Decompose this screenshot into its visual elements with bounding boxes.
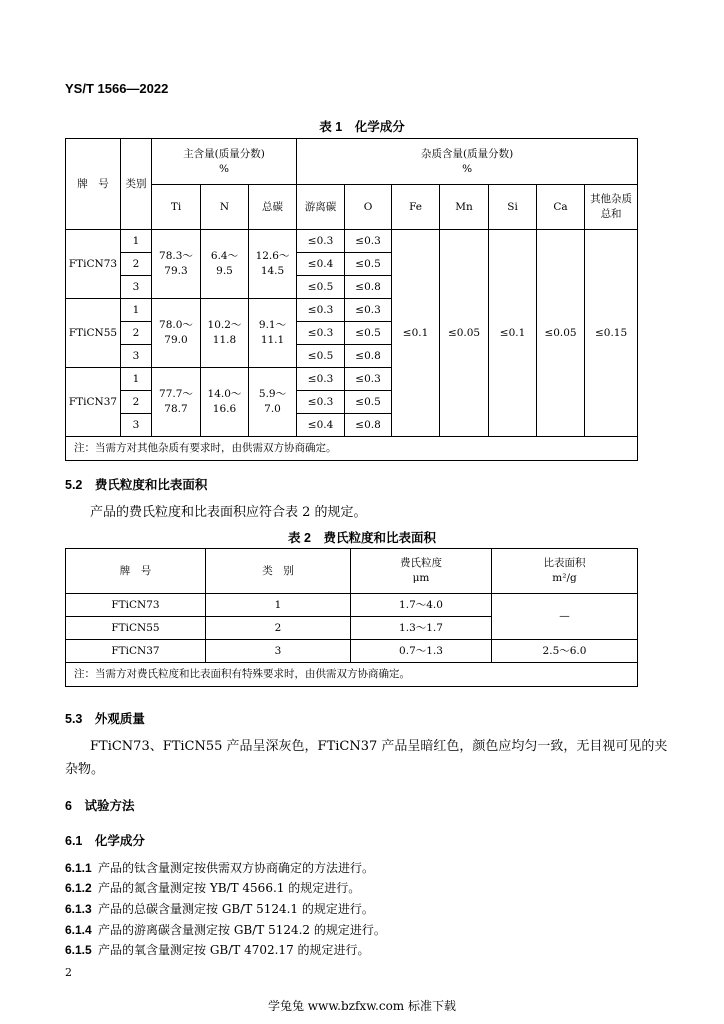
particle-size-unit: μm [412, 572, 430, 584]
other-impurities-line1: 其他杂质 [590, 193, 633, 205]
free-carbon-cell: ≤0.4 [297, 414, 345, 437]
clause-number: 6.1.5 [65, 943, 92, 957]
category-cell: 1 [121, 230, 152, 253]
table1-caption: 表 1 化学成分 [319, 120, 405, 134]
page-number: 2 [65, 966, 72, 979]
free-carbon-cell: ≤0.3 [297, 391, 345, 414]
table2-caption: 表 2 费氏粒度和比表面积 [288, 531, 436, 545]
n-max: 11.8 [212, 334, 237, 346]
standard-code: YS/T 1566—2022 [65, 81, 169, 96]
clause-text: 产品的氧含量测定按 GB/T 4702.17 的规定进行。 [98, 943, 370, 957]
oxygen-cell: ≤0.8 [345, 276, 392, 299]
oxygen-cell: ≤0.8 [345, 345, 392, 368]
col-header-total-carbon: 总碳 [249, 185, 297, 230]
col-header-other-impurities [585, 185, 638, 230]
section-6-heading: 6 试验方法 [65, 799, 135, 813]
oxygen-cell: ≤0.5 [345, 322, 392, 345]
n-max: 9.5 [216, 265, 233, 277]
grade-cell: FTiCN37 [66, 640, 206, 663]
col-header-surface-area [492, 549, 638, 594]
category-cell: 2 [121, 391, 152, 414]
category-cell: 1 [206, 594, 351, 617]
total-carbon-min: 5.9～ [258, 388, 287, 400]
ti-max: 78.7 [164, 403, 188, 415]
si-limit-cell: ≤0.1 [489, 230, 537, 437]
oxygen-cell: ≤0.3 [345, 230, 392, 253]
ti-max: 79.0 [164, 334, 188, 346]
category-cell: 2 [121, 253, 152, 276]
col-header-ti: Ti [152, 185, 201, 230]
clause-number: 6.1.4 [65, 923, 92, 937]
category-cell: 3 [121, 276, 152, 299]
clause-number: 6.1.2 [65, 881, 92, 895]
col-header-n: N [201, 185, 249, 230]
list-item [65, 941, 370, 958]
free-carbon-cell: ≤0.3 [297, 299, 345, 322]
n-max: 16.6 [212, 403, 237, 415]
impurity-content-unit: % [462, 162, 473, 175]
other-impurities-limit-cell: ≤0.15 [585, 230, 638, 437]
total-carbon-max: 11.1 [260, 334, 285, 346]
category-cell: 3 [121, 345, 152, 368]
category-cell: 2 [121, 322, 152, 345]
col-header-particle-size [351, 549, 492, 594]
ti-min: 78.3～ [159, 250, 193, 262]
total-carbon-range-cell [249, 368, 297, 437]
total-carbon-min: 9.1～ [258, 319, 287, 331]
total-carbon-max: 7.0 [264, 403, 281, 415]
n-range-cell [201, 368, 249, 437]
main-content-title: 主含量(质量分数) [183, 147, 265, 160]
surface-area-unit: m²/g [552, 572, 577, 584]
col-header-category: 类 别 [206, 549, 351, 594]
clause-number: 6.1.3 [65, 902, 92, 916]
total-carbon-max: 14.5 [260, 265, 285, 277]
ti-min: 77.7～ [159, 388, 193, 400]
particle-size-cell: 0.7～1.3 [351, 640, 492, 663]
clause-text: 产品的游离碳含量测定按 GB/T 5124.2 的规定进行。 [98, 923, 386, 937]
category-cell: 1 [121, 368, 152, 391]
grade-cell: FTiCN55 [66, 617, 206, 640]
n-min: 6.4～ [210, 250, 239, 262]
ti-min: 78.0～ [159, 319, 193, 331]
particle-size-surface-area-table [65, 548, 638, 687]
n-min: 14.0～ [207, 388, 242, 400]
free-carbon-cell: ≤0.3 [297, 368, 345, 391]
footer-watermark: 学兔兔 www.bzfxw.com 标准下载 [267, 999, 457, 1013]
total-carbon-range-cell [249, 230, 297, 299]
n-range-cell [201, 230, 249, 299]
free-carbon-cell: ≤0.5 [297, 276, 345, 299]
free-carbon-cell: ≤0.3 [297, 230, 345, 253]
col-header-grade: 牌 号 [66, 549, 206, 594]
table2-note: 注：当需方对费氏粒度和比表面积有特殊要求时，由供需双方协商确定。 [66, 663, 638, 687]
grade-cell: FTiCN55 [66, 299, 121, 368]
table-row [66, 230, 638, 253]
other-impurities-line2: 总和 [600, 208, 622, 220]
oxygen-cell: ≤0.5 [345, 253, 392, 276]
ti-max: 79.3 [164, 265, 188, 277]
ca-limit-cell: ≤0.05 [537, 230, 585, 437]
oxygen-cell: ≤0.5 [345, 391, 392, 414]
list-item [65, 859, 374, 876]
col-header-mn: Mn [440, 185, 489, 230]
free-carbon-cell: ≤0.3 [297, 322, 345, 345]
oxygen-cell: ≤0.3 [345, 299, 392, 322]
particle-size-title: 费氏粒度 [400, 557, 442, 569]
ti-range-cell [152, 299, 201, 368]
category-cell: 3 [121, 414, 152, 437]
fe-limit-cell: ≤0.1 [392, 230, 440, 437]
section-5-2-heading: 5.2 费氏粒度和比表面积 [65, 478, 208, 492]
grade-cell: FTiCN73 [66, 594, 206, 617]
impurity-content-title: 杂质含量(质量分数) [420, 147, 514, 160]
particle-size-cell: 1.7～4.0 [351, 594, 492, 617]
table-row [66, 594, 638, 617]
surface-area-cell: — [492, 594, 638, 640]
category-cell: 1 [121, 299, 152, 322]
total-carbon-range-cell [249, 299, 297, 368]
col-header-category: 类别 [121, 139, 152, 230]
section-5-2-text: 产品的费氏粒度和比表面积应符合表 2 的规定。 [90, 505, 367, 520]
oxygen-cell: ≤0.8 [345, 414, 392, 437]
surface-area-cell: 2.5～6.0 [492, 640, 638, 663]
col-header-main-content [152, 139, 297, 185]
table1-note: 注：当需方对其他杂质有要求时，由供需双方协商确定。 [66, 437, 638, 461]
n-min: 10.2～ [207, 319, 242, 331]
clause-text: 产品的总碳含量测定按 GB/T 5124.1 的规定进行。 [98, 902, 374, 916]
list-item [65, 879, 360, 896]
list-item [65, 921, 386, 938]
table-row [66, 640, 638, 663]
chemical-composition-table [65, 138, 638, 461]
col-header-fe: Fe [392, 185, 440, 230]
col-header-grade: 牌 号 [66, 139, 121, 230]
surface-area-title: 比表面积 [543, 557, 586, 569]
free-carbon-cell: ≤0.5 [297, 345, 345, 368]
section-5-3-line1: FTiCN73、FTiCN55 产品呈深灰色，FTiCN37 产品呈暗红色，颜色应均匀一致，无目视可见的夹 [90, 739, 668, 754]
particle-size-cell: 1.3～1.7 [351, 617, 492, 640]
ti-range-cell [152, 368, 201, 437]
grade-cell: FTiCN73 [66, 230, 121, 299]
col-header-o: O [345, 185, 392, 230]
list-item [65, 900, 374, 917]
ti-range-cell [152, 230, 201, 299]
section-5-3-heading: 5.3 外观质量 [65, 712, 145, 726]
col-header-impurity-content [297, 139, 638, 185]
col-header-si: Si [489, 185, 537, 230]
clause-text: 产品的钛含量测定按供需双方协商确定的方法进行。 [98, 861, 375, 875]
oxygen-cell: ≤0.3 [345, 368, 392, 391]
total-carbon-min: 12.6～ [255, 250, 290, 262]
mn-limit-cell: ≤0.05 [440, 230, 489, 437]
clause-number: 6.1.1 [65, 861, 92, 875]
section-6-1-heading: 6.1 化学成分 [65, 834, 145, 848]
col-header-free-carbon: 游离碳 [297, 185, 345, 230]
col-header-ca: Ca [537, 185, 585, 230]
grade-cell: FTiCN37 [66, 368, 121, 437]
main-content-unit: % [219, 162, 229, 175]
section-5-3-line2: 杂物。 [65, 762, 105, 777]
n-range-cell [201, 299, 249, 368]
category-cell: 2 [206, 617, 351, 640]
clause-text: 产品的氮含量测定按 YB/T 4566.1 的规定进行。 [98, 881, 361, 895]
free-carbon-cell: ≤0.4 [297, 253, 345, 276]
category-cell: 3 [206, 640, 351, 663]
